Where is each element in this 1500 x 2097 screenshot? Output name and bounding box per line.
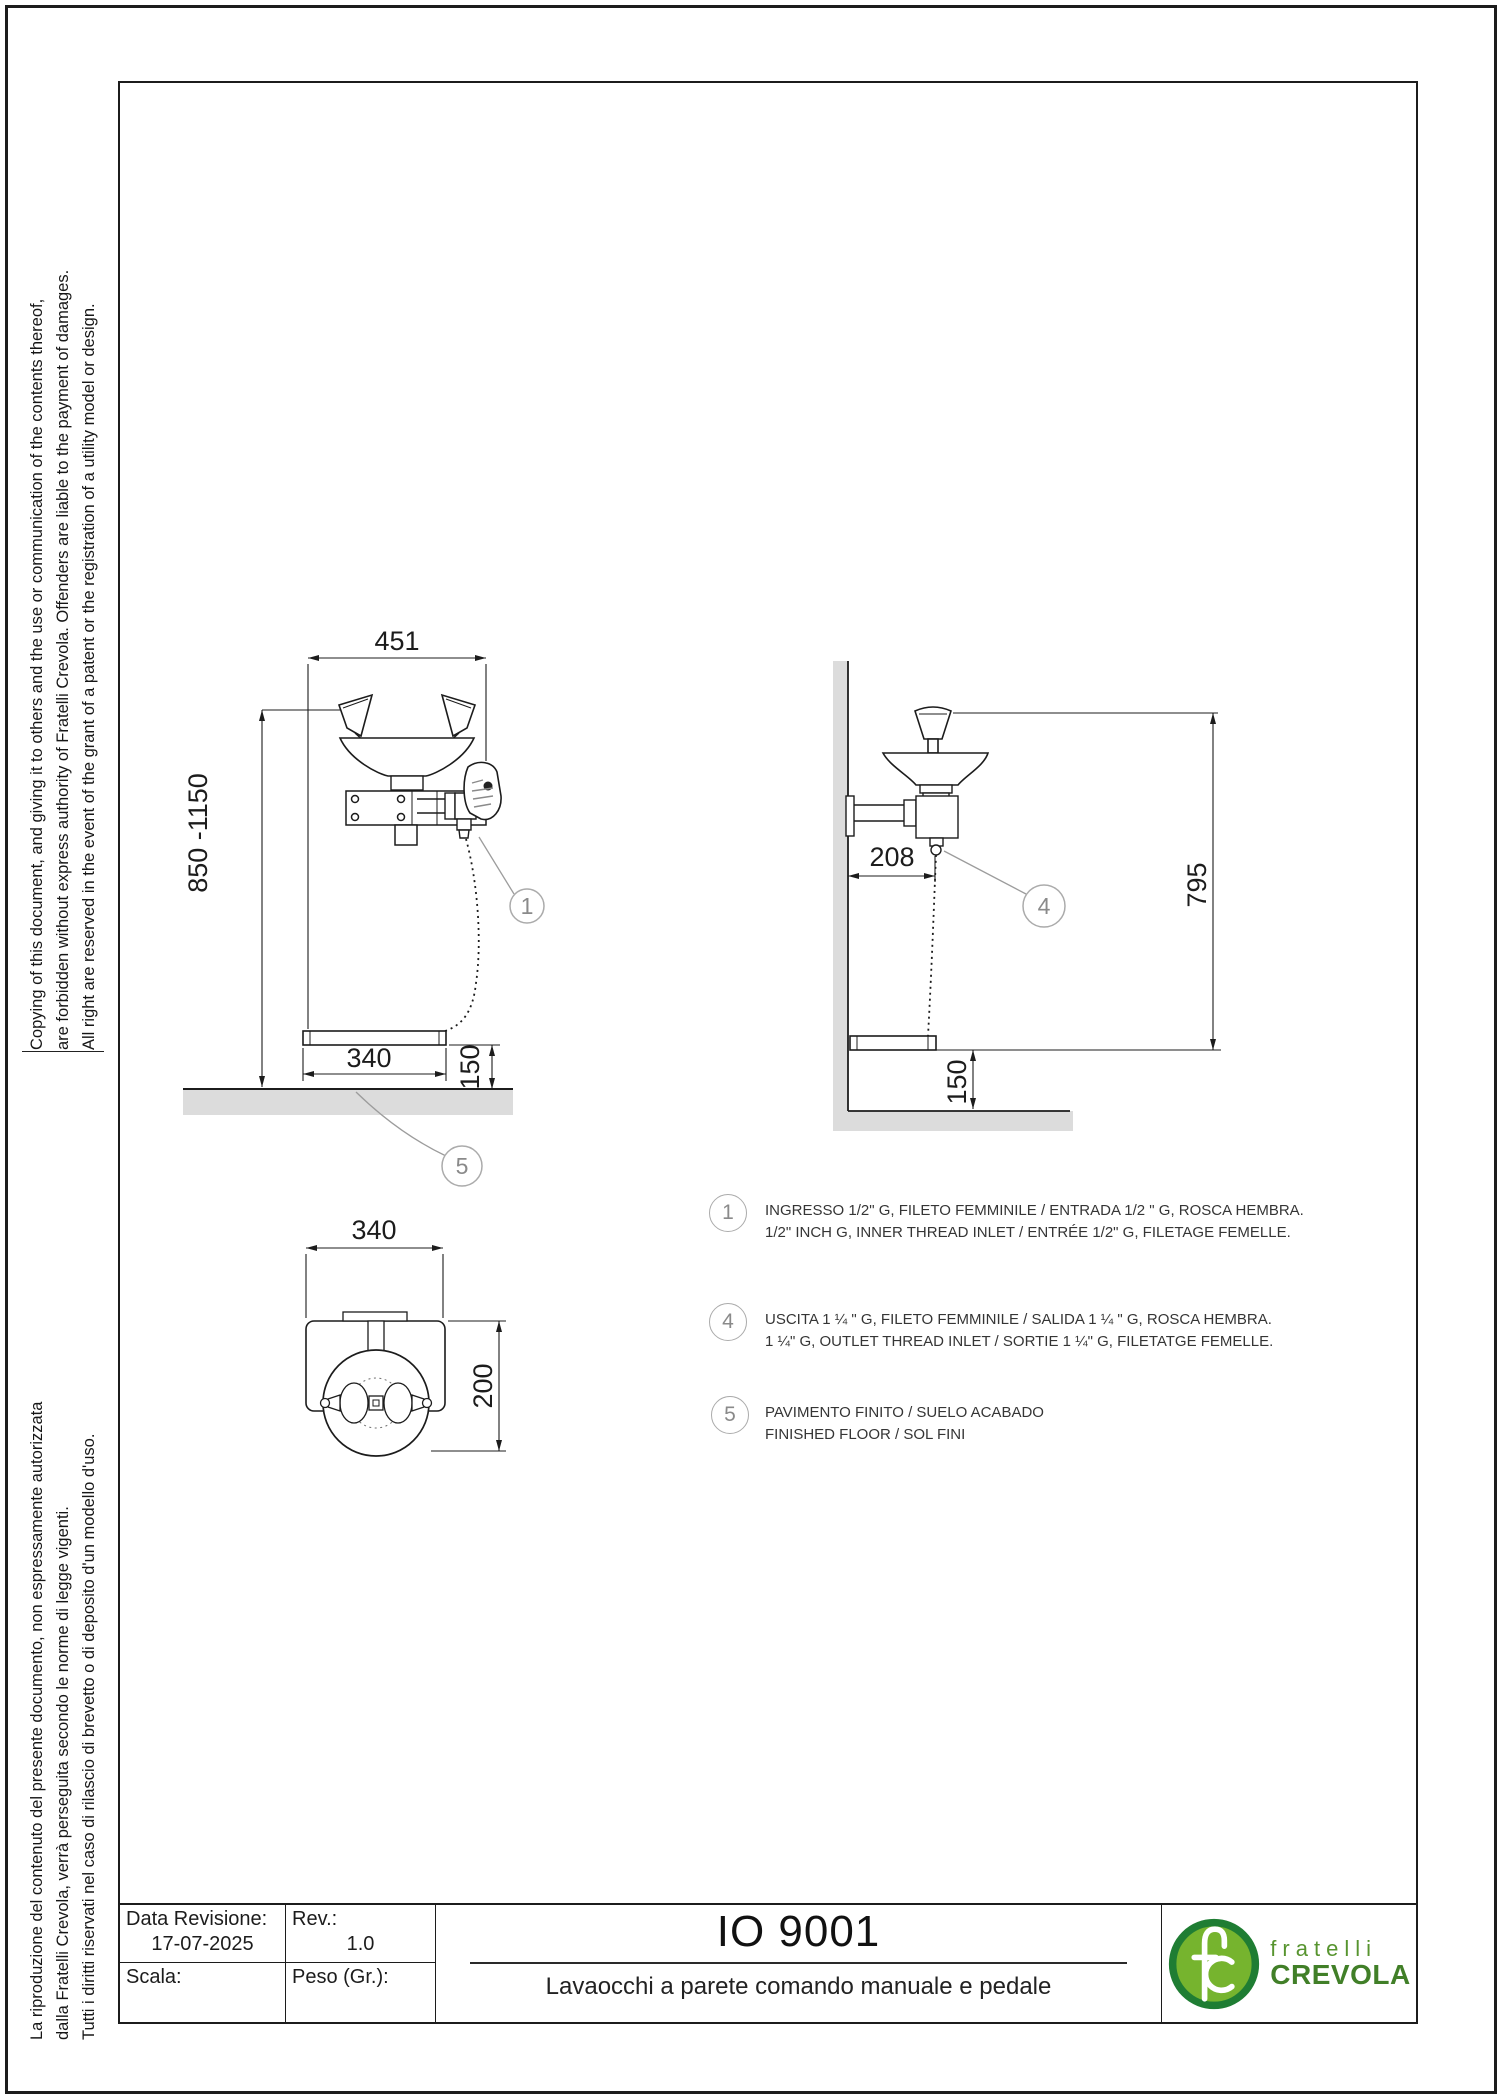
callout-inlet [479, 837, 544, 923]
bowl-side [883, 753, 988, 785]
fc-monogram-icon [1167, 1917, 1261, 2011]
drawing-code: IO 9001 [716, 1907, 881, 1956]
margin-note-line: Copying of this document, and giving it to others and the use or communication of the contents thereof, [28, 298, 46, 1050]
dim-top-width [306, 1248, 443, 1318]
margin-note-divider [22, 1051, 104, 1052]
pull-chain-side [928, 855, 936, 1036]
drawing-title: Lavaocchi a parete comando manuale e pedale [545, 1973, 1052, 2000]
rev-cell [286, 1905, 436, 1963]
dim-label-width: 451 [374, 626, 420, 656]
revision-date-cell [120, 1905, 286, 1963]
revision-date-value: 17-07-2025 [151, 1933, 254, 1955]
margin-note-line: are forbidden without express authority of Fratelli Crevola. Offenders are liable to the payment of damages. [54, 269, 72, 1050]
top-view-drawing [278, 1208, 523, 1473]
margin-note-line: All right are reserved in the event of the grant of a patent or the registration of a utility model or design. [80, 303, 98, 1050]
title-block [118, 1903, 1418, 2024]
revision-date-label: Data Revisione: [126, 1908, 268, 1930]
brand-name-top: fratelli [1270, 1936, 1377, 1961]
margin-note-english [24, 178, 102, 1050]
front-view-drawing [163, 626, 573, 1213]
weight-label: Peso (Gr.): [292, 1966, 389, 1988]
rev-value: 1.0 [346, 1933, 375, 1955]
note-text: PAVIMENTO FINITO / SUELO ACABADO FINISHED FLOOR / SOL FINI [765, 1404, 1044, 1443]
svg-text:1: 1 [520, 893, 534, 919]
note-text: USCITA 1 ¼ " G, FILETO FEMMINILE / SALIDA 1 ¼ " G, ROSCA HEMBRA. 1 ¼" G, OUTLET THREAD INLET / SORTIE 1 ¼" G, FILETATGE FEMELLE. [765, 1311, 1274, 1350]
floor-hatch [183, 1090, 513, 1115]
svg-text:5: 5 [455, 1153, 469, 1179]
callout-outlet [944, 851, 1065, 927]
floor-hatch [848, 1111, 1073, 1131]
note-ref-badge: 4 [709, 1303, 747, 1341]
margin-note-line: La riproduzione del contenuto del presente documento, non espressamente autorizzata [28, 1401, 46, 2040]
note-text: INGRESSO 1/2" G, FILETO FEMMINILE / ENTRADA 1/2 " G, ROSCA HEMBRA. 1/2" INCH G, INNER THREAD INLET / ENTRÉE 1/2" G, FILETAGE FEMELLE. [765, 1202, 1304, 1241]
margin-note-line: Tutti i diritti riservati nel caso di rilascio di brevetto o di deposito d'un modello d'uso. [80, 1433, 98, 2040]
dim-label-pedal-width: 340 [346, 1043, 392, 1073]
logo-text [1270, 1938, 1410, 1989]
margin-note-italian [24, 1320, 102, 2040]
side-view-drawing [808, 653, 1238, 1143]
weight-cell [286, 1963, 436, 2022]
foot-pedal-side [850, 1036, 936, 1050]
pull-chain-front [445, 839, 479, 1031]
company-logo [1162, 1905, 1416, 2022]
code-divider [470, 1962, 1127, 1964]
margin-note-line: dalla Fratelli Crevola, verrà perseguita secondo le norme di legge vigenti. [54, 1506, 72, 2040]
pedal-plate-top [343, 1312, 407, 1321]
dim-label-top-depth: 200 [468, 1363, 498, 1409]
rev-label: Rev.: [292, 1908, 338, 1930]
note-ref-badge: 5 [711, 1396, 749, 1434]
push-plate [464, 762, 501, 819]
bowl-front [340, 738, 474, 776]
brand-name-bottom: CREVOLA [1270, 1959, 1411, 1990]
drawing-sheet [5, 5, 1497, 2094]
drawing-id-cell [436, 1905, 1162, 2022]
dim-label-top-width: 340 [351, 1215, 397, 1245]
dim-label-pedal-height: 150 [455, 1044, 485, 1090]
scale-cell [120, 1963, 286, 2022]
dim-label-pedal-height: 150 [942, 1059, 972, 1105]
spray-head-side [915, 707, 951, 753]
dim-label-height: 795 [1182, 862, 1212, 908]
dim-label-mount-height: 850 -1150 [183, 773, 213, 893]
dim-label-depth: 208 [869, 842, 915, 872]
bowl-foot [391, 776, 423, 790]
wall-hatch [833, 661, 848, 1131]
scale-label: Scala: [126, 1966, 182, 1988]
svg-text:4: 4 [1037, 893, 1051, 919]
note-ref-badge: 1 [709, 1194, 747, 1232]
